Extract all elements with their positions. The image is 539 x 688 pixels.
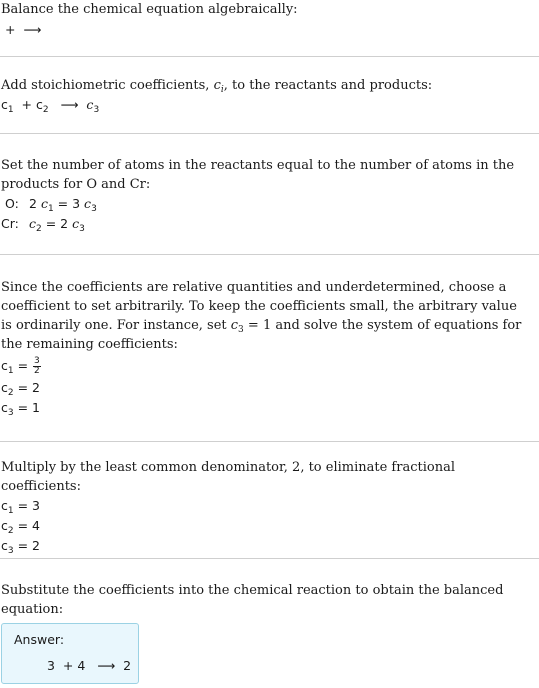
step-lcd xyxy=(0,458,539,556)
coefficients-text: Add stoichiometric coefficients, $c_i$, to the reactants and products: xyxy=(1,78,433,95)
divider xyxy=(0,56,539,57)
oxygen-equation: O: 2 $c_1 = 3$ $c_3$ xyxy=(1,196,97,214)
step-intro xyxy=(0,0,539,40)
atom-balance-text: Set the number of atoms in the reactants equal to the number of atoms in the products for O and Cr: xyxy=(1,158,515,192)
lcd-text: Multiply by the least common denominator, 2, to eliminate fractional coefficients: xyxy=(1,460,455,494)
coefficient-equation: $c_1 + c_2$ ⟶ $c_3$ xyxy=(1,97,100,115)
step-substitute xyxy=(0,581,539,619)
c3-solution: $c_3 = 1$ xyxy=(1,400,40,418)
answer-label: Answer: xyxy=(14,632,65,647)
answer-box xyxy=(1,623,139,684)
divider xyxy=(0,558,539,559)
step-atom-balance xyxy=(0,156,539,234)
solve-text: Since the coefficients are relative quantities and underdetermined, choose a coefficient to set arbitrarily. To keep the coefficients small, the arbitrary value is ordinarily one. For instance, set $c_3 = 1$ and solve the system of equations for the remaining coefficients: xyxy=(1,280,522,352)
fraction: $\frac{3}{2}$ xyxy=(34,356,40,376)
divider xyxy=(0,254,539,255)
step-solve xyxy=(0,278,539,418)
c1-solution: $c_1$ = $\frac{3}{2}$ xyxy=(1,356,40,376)
chromium-equation: Cr: $c_2 = 2$ $c_3$ xyxy=(1,216,85,234)
c2-solution: $c_2 = 2$ xyxy=(1,380,40,398)
unbalanced-equation: + ⟶ xyxy=(1,22,46,37)
step-coefficients xyxy=(0,76,539,115)
divider xyxy=(0,133,539,134)
divider xyxy=(0,441,539,442)
c1-final: $c_1 = 3$ xyxy=(1,498,40,516)
c2-final: $c_2 = 4$ xyxy=(1,518,40,536)
intro-text: Balance the chemical equation algebraically: xyxy=(1,2,298,17)
c3-final: $c_3 = 2$ xyxy=(1,538,40,556)
substitute-text: Substitute the coefficients into the chemical reaction to obtain the balanced equation: xyxy=(1,583,504,617)
balanced-equation: 3 + 4 ⟶ 2 xyxy=(47,658,136,673)
